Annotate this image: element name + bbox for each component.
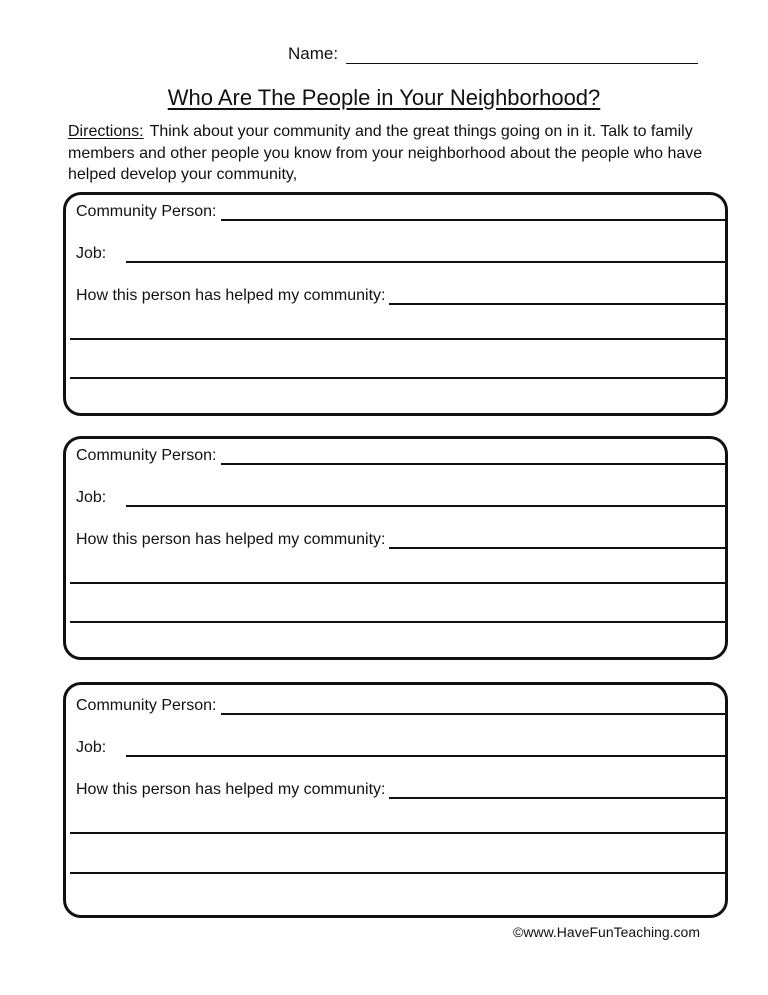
help-row: [76, 781, 725, 799]
help-label: How this person has helped my community:: [76, 531, 386, 548]
person-row: [76, 203, 725, 221]
help-line[interactable]: [389, 533, 725, 549]
copyright-footer: ©www.HaveFunTeaching.com: [513, 924, 700, 940]
person-line[interactable]: [221, 449, 726, 465]
name-label: Name:: [288, 44, 339, 63]
help-row: [76, 287, 725, 305]
help-line[interactable]: [389, 783, 725, 799]
job-label: Job:: [76, 489, 107, 506]
directions-text: Think about your community and the great things going on in it. Talk to family members and other people you know from your neighborhood about the people who have helped develop your community,: [68, 123, 703, 183]
help-label: How this person has helped my community:: [76, 781, 386, 798]
person-line[interactable]: [221, 205, 726, 221]
help-label: How this person has helped my community:: [76, 287, 386, 304]
job-label: Job:: [76, 245, 107, 262]
person-label: Community Person:: [76, 203, 217, 220]
name-row: [288, 44, 698, 64]
job-line[interactable]: [126, 741, 725, 757]
person-label: Community Person:: [76, 697, 217, 714]
answer-line[interactable]: [70, 377, 725, 379]
name-line[interactable]: [346, 47, 698, 64]
entry-box: [63, 436, 728, 660]
job-row: [76, 245, 725, 263]
job-row: [76, 489, 725, 507]
help-line[interactable]: [389, 289, 725, 305]
person-label: Community Person:: [76, 447, 217, 464]
person-line[interactable]: [221, 699, 726, 715]
directions-label: Directions:: [68, 123, 144, 140]
job-label: Job:: [76, 739, 107, 756]
help-row: [76, 531, 725, 549]
entry-box: [63, 682, 728, 918]
entry-box: [63, 192, 728, 416]
job-line[interactable]: [126, 491, 725, 507]
answer-line[interactable]: [70, 832, 725, 834]
answer-line[interactable]: [70, 582, 725, 584]
answer-line[interactable]: [70, 621, 725, 623]
answer-line[interactable]: [70, 338, 725, 340]
job-line[interactable]: [126, 247, 725, 263]
answer-line[interactable]: [70, 872, 725, 874]
person-row: [76, 697, 725, 715]
job-row: [76, 739, 725, 757]
page-title: Who Are The People in Your Neighborhood?: [167, 85, 601, 110]
person-row: [76, 447, 725, 465]
directions: [68, 121, 728, 186]
